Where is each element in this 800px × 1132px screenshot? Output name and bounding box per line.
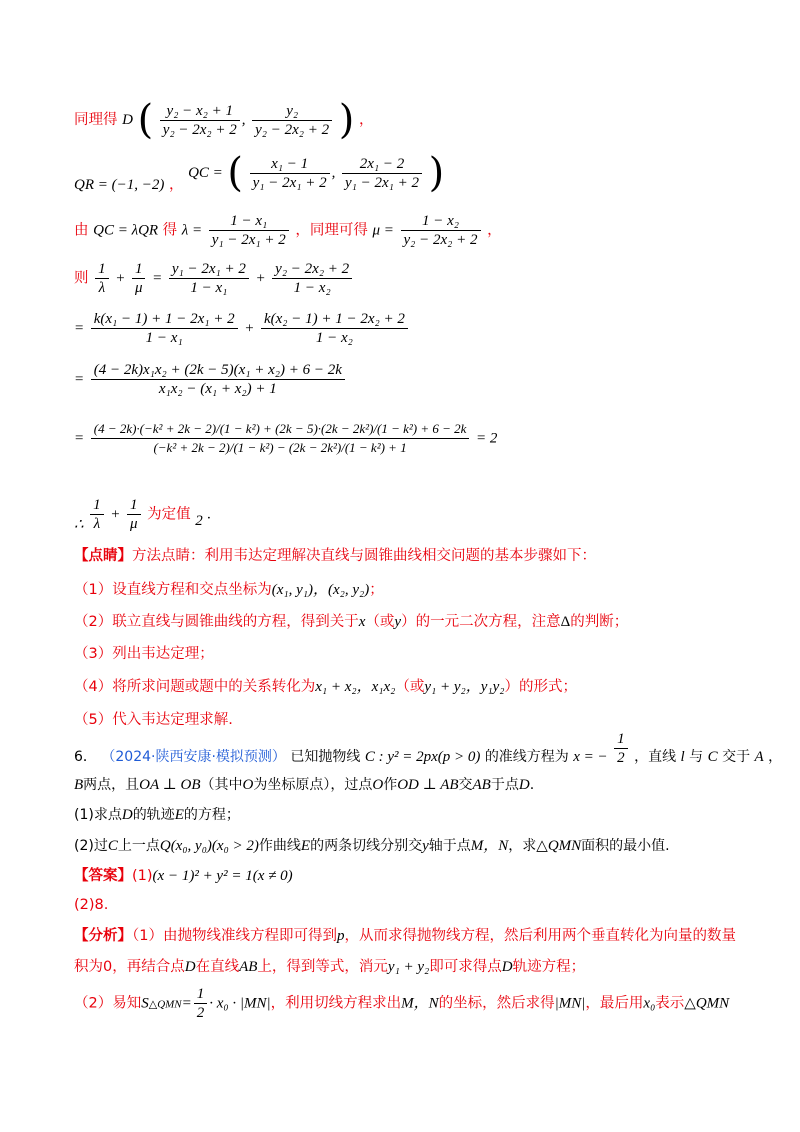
analysis-line-1: 【分析】（1）由抛物线准线方程即可得到p，从而求得抛物线方程，然后利用两个垂直转化为向量的数量	[74, 928, 736, 944]
fraction: $\frac{\text{1 − x₁}}{\text{y₁ − 2x₁ + 2}}$	[209, 212, 289, 249]
line-combined: = $\frac{\text{(4 − 2k)x₁x₂ + (2k − 5)(x₁ + x₂) + 6 − 2k}}{\text{x₁x₂ − (x₁ + x₂) + 1}}$	[74, 361, 347, 398]
fraction: $\frac{\text{x₁ − 1}}{\text{y₁ − 2x₁ + 2}}$	[250, 155, 330, 192]
tips-step-1: （1）设直线方程和交点坐标为(x₁, y₁)，(x₂, y₂)；	[74, 582, 384, 598]
tips-step-2: （2）联立直线与圆锥曲线的方程，得到关于x（或y）的一元二次方程，注意Δ的判断；	[74, 614, 629, 630]
line-d-coordinates: 同理得 D ( $\frac{\text{y₂ − x₂ + 1}}{\text{y₂ − 2x₂ + 2}}$ , $\frac{\text{y₂}}{\text{y₂ − 2x₂ + 2}}$ ) ，	[74, 97, 374, 143]
answer-part-1: 【答案】(1)(x − 1)² + y² = 1(x ≠ 0)	[74, 868, 293, 884]
tips-step-5: （5）代入韦达定理求解.	[74, 712, 233, 728]
vector-qc: QC =	[188, 165, 223, 181]
line-vieta-substituted: = (4 − 2k)·(−k² + 2k − 2)/(1 − k²) + (2k − 5)·(2k − 2k²)/(1 − k²) + 6 − 2k (−k² + 2k − 2)/(1 − k²) − (2k − 2k²)/(1 − k²) + 1 = 2	[74, 421, 498, 455]
line-substitute-k: = $\frac{\text{k(x₁ − 1) + 1 − 2x₁ + 2}}{\text{1 − x₁}}$ + $\frac{\text{k(x₂ − 1) + 1 − 2x₂ + 2}}{\text{1 − x₂}}$	[74, 310, 410, 347]
problem-6-question-2: (2)过C上一点Q(x₀, y₀)(x₀ > 2)作曲线E的两条切线分别交y轴于点M，N，求△QMN面积的最小值.	[74, 838, 670, 854]
analysis-line-3: （2）易知S△QMN= $\frac{1}{2}$ · x₀ · |MN|，利用切线方程求出M，N的坐标，然后求得|MN|，最后用x₀表示△QMN	[74, 986, 730, 1021]
fraction: $\frac{\text{1 − x₂}}{\text{y₂ − 2x₂ + 2}}$	[401, 212, 481, 249]
fraction: $\frac{\text{y₂}}{\text{y₂ − 2x₂ + 2}}$	[252, 102, 332, 139]
analysis-line-2: 积为0，再结合点D在直线AB上，得到等式，消元y₁ + y₂即可求得点D轨迹方程；	[74, 959, 586, 975]
line-vectors-qr-qc: QR = (−1, −2) ， QC = ( $\frac{\text{x₁ − 1}}{\text{y₁ − 2x₁ + 2}}$ , $\frac{\text{2x₁ − 2}}{\text{y₁ − 2x₁ + 2}}$ )	[74, 150, 445, 196]
line-sum-reciprocals: 则 $\frac{1}{\lambda}$ + $\frac{1}{\mu}$ = $\frac{\text{y₁ − 2x₁ + 2}}{\text{1 − x₁}}$ + $\frac{\text{y₂ − 2x₂ + 2}}{\text{1 − x₂}}$	[74, 260, 354, 297]
line-conclusion: ∴ $\frac{1}{\lambda}$ + $\frac{1}{\mu}$ 为定值 2 .	[74, 497, 212, 533]
text-tongli: 同理得	[74, 112, 118, 128]
tips-step-4: （4）将所求问题或题中的关系转化为x₁ + x₂，x₁x₂（或y₁ + y₂，y₁y₂）的形式；	[74, 679, 577, 695]
problem-6-line-2: B两点，且OA ⊥ OB（其中O为坐标原点），过点O作OD ⊥ AB交AB于点D.	[74, 777, 535, 793]
line-lambda-mu: 由 QC = λQR 得 λ = $\frac{\text{1 − x₁}}{\text{y₁ − 2x₁ + 2}}$ ，同理可得 μ = $\frac{\text{1 − x₂}}{\text{y₂ − 2x₂ + 2}}$ ，	[74, 213, 502, 248]
problem-6-question-1: (1)求点D的轨迹E的方程；	[74, 807, 240, 823]
point-d: D	[122, 112, 133, 128]
tips-intro: 【点睛】方法点睛：利用韦达定理解决直线与圆锥曲线相交问题的基本步骤如下：	[74, 548, 596, 564]
fraction: $\frac{\text{2x₁ − 2}}{\text{y₁ − 2x₁ + 2}}$	[342, 155, 422, 192]
vector-qr: QR = (−1, −2)	[74, 177, 165, 193]
answer-part-2: (2)8.	[74, 897, 109, 913]
problem-6-line-1: 6． （2024·陕西安康·模拟预测） 已知抛物线 C : y² = 2px(p > 0) 的准线方程为 x = − $\frac{1}{2}$ ，直线 l 与 C 交于 A ，	[74, 731, 783, 766]
fraction: $\frac{\text{y₂ − x₂ + 1}}{\text{y₂ − 2x₂ + 2}}$	[160, 102, 240, 139]
tips-step-3: （3）列出韦达定理；	[74, 646, 214, 662]
